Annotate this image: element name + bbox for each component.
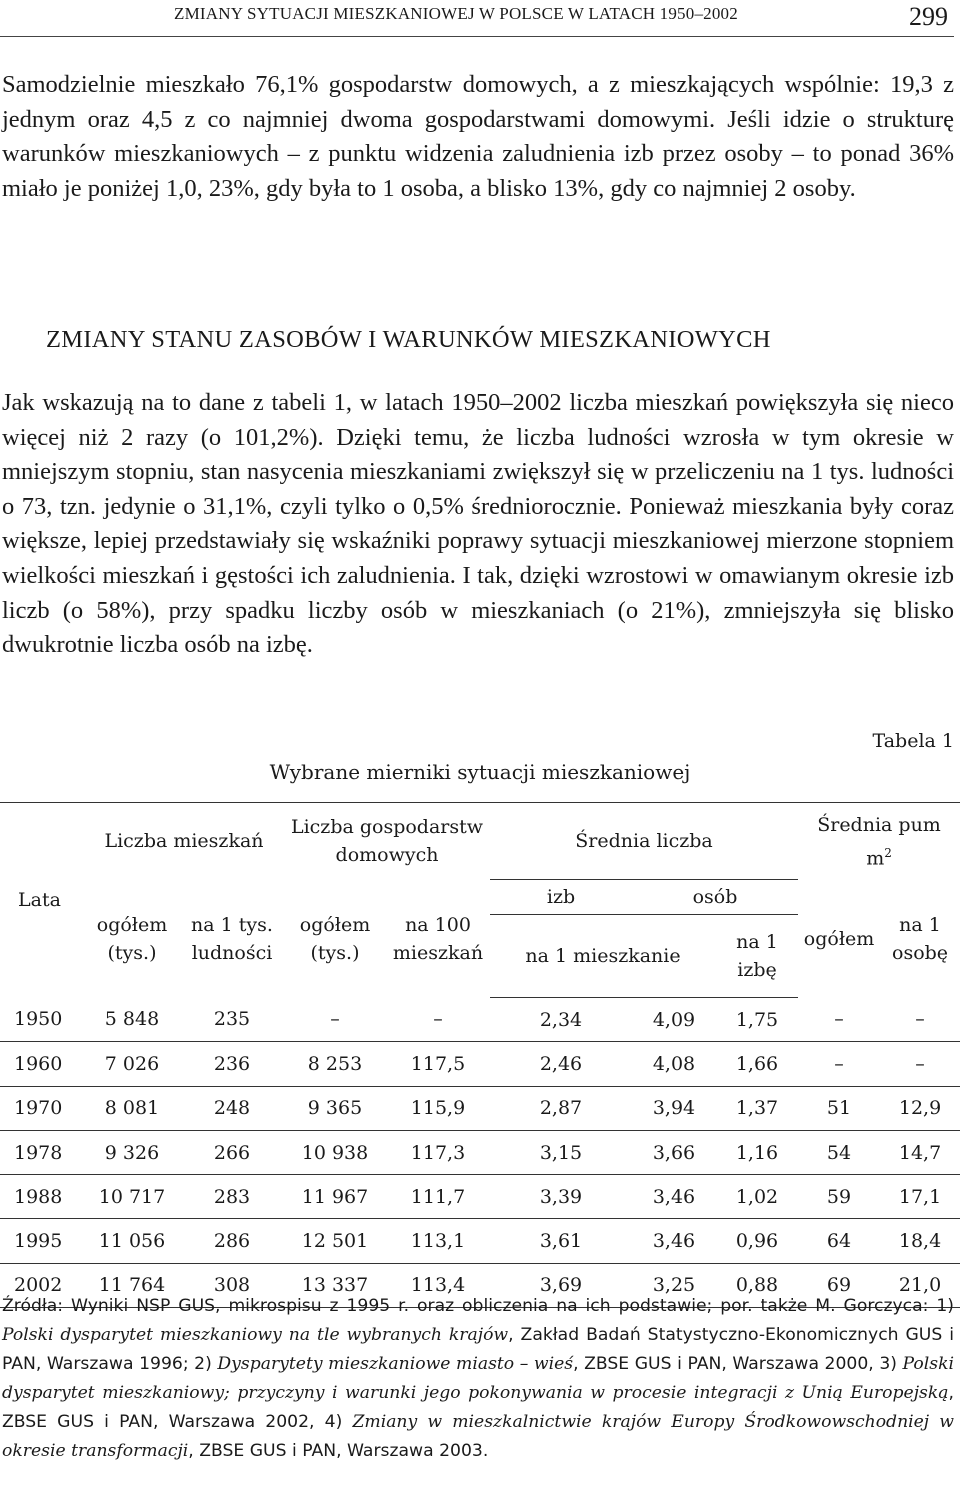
table-row (0, 1219, 960, 1263)
table-row (0, 998, 960, 1042)
cell: – (798, 998, 880, 1042)
cell: 3,66 (632, 1130, 716, 1174)
page-number: 299 (909, 2, 948, 31)
table-row (0, 1042, 960, 1086)
cell-year: 1978 (0, 1130, 84, 1174)
cell: 8 253 (284, 1042, 386, 1086)
running-header (0, 0, 954, 37)
cell-year: 1988 (0, 1175, 84, 1219)
table-container (0, 802, 960, 1308)
cell: 69 (798, 1263, 880, 1307)
cell: 8 081 (84, 1086, 180, 1130)
cell: 266 (180, 1130, 284, 1174)
table-header (0, 803, 960, 998)
cell-year: 2002 (0, 1263, 84, 1307)
col-head-osob: osób (632, 880, 798, 915)
cell: 3,69 (490, 1263, 632, 1307)
cell: 1,66 (716, 1042, 798, 1086)
table-body (0, 998, 960, 1308)
cell: 9 365 (284, 1086, 386, 1130)
cell: – (284, 998, 386, 1042)
cell: 10 938 (284, 1130, 386, 1174)
cell: 21,0 (880, 1263, 960, 1307)
col-head-na-1-mieszkanie: na 1 mieszkanie (490, 915, 716, 998)
col-head-srednia-pum (798, 803, 960, 880)
col-head-ogolem-tys: ogółem (tys.) (96, 913, 168, 964)
col-head-ogolem-tys-2: ogółem (tys.) (299, 913, 371, 964)
running-title: ZMIANY SYTUACJI MIESZKANIOWEJ W POLSCE W LATACH 1950–2002 (174, 4, 738, 23)
section-heading: ZMIANY STANU ZASOBÓW I WARUNKÓW MIESZKANIOWYCH (46, 326, 771, 353)
srednia-pum-unit: m (866, 846, 885, 869)
col-head-izb: izb (490, 880, 632, 915)
cell: 4,09 (632, 998, 716, 1042)
col-head-liczba-gospodarstw: Liczba gospodarstw domowych (284, 803, 490, 880)
cell-year: 1970 (0, 1086, 84, 1130)
col-head-lata: Lata (0, 803, 84, 998)
cell: 1,37 (716, 1086, 798, 1130)
cell: 3,46 (632, 1219, 716, 1263)
cell: 11 967 (284, 1175, 386, 1219)
cell: 12 501 (284, 1219, 386, 1263)
cell: 7 026 (84, 1042, 180, 1086)
cell: 2,87 (490, 1086, 632, 1130)
source-title: Polski dysparytet mieszkaniowy na tle wybranych krajów (2, 1325, 509, 1345)
srednia-pum-label: Średnia pum (817, 813, 941, 836)
cell: 1,75 (716, 998, 798, 1042)
cell: 13 337 (284, 1263, 386, 1307)
source-title: Dysparytety mieszkaniowe miasto – wieś (217, 1354, 574, 1374)
cell: 18,4 (880, 1219, 960, 1263)
table-row (0, 1175, 960, 1219)
cell: 14,7 (880, 1130, 960, 1174)
source-text: Źródła: Wyniki NSP GUS, mikrospisu z 1995 r. oraz obliczenia na ich podstawie; por. także M. Gorczyca: 1) (2, 1296, 954, 1316)
cell: 9 326 (84, 1130, 180, 1174)
col-head-na-100: na 100 mieszkań (392, 913, 484, 964)
cell: 5 848 (84, 998, 180, 1042)
cell: 117,3 (386, 1130, 490, 1174)
cell: 59 (798, 1175, 880, 1219)
source-text: , ZBSE GUS i PAN, Warszawa 2002, 4) (2, 1383, 954, 1432)
cell: 236 (180, 1042, 284, 1086)
cell: – (880, 998, 960, 1042)
cell: 11 056 (84, 1219, 180, 1263)
cell: 111,7 (386, 1175, 490, 1219)
cell: 0,96 (716, 1219, 798, 1263)
table-label: Tabela 1 (872, 730, 954, 752)
source-title: Zmiany w mieszkalnictwie krajów Europy Środkowowschodniej w okresie transformacji (2, 1412, 954, 1461)
cell: – (798, 1042, 880, 1086)
paragraph-main: Jak wskazują na to dane z tabeli 1, w latach 1950–2002 liczba mieszkań powiększyła się nieco więcej niż 2 razy (o 101,2%). Dzięki temu, że liczba ludności wzrosła w tym okresie w mniejszym stopniu, stan nasycenia mieszkaniami zwiększył się w przeliczeniu na 1 tys. ludności o 73, tzn. jedynie o 31,1%, czyli tylko o 0,5% średniorocznie. Ponieważ mieszkania były coraz większe, lepiej przedstawiały się wskaźniki poprawy sytuacji mieszkaniowej mierzone stopniem wielkości mieszkań i gęstości ich zaludnienia. I tak, dzięki wzrostowi w omawianym okresie izb liczb (o 58%), przy spadku liczby osób w mieszkaniach (o 21%), zmniejszyła się blisko dwukrotnie liczba osób na izbę. (2, 389, 954, 659)
table-title: Wybrane mierniki sytuacji mieszkaniowej (269, 760, 691, 784)
cell: 3,94 (632, 1086, 716, 1130)
source-text: , ZBSE GUS i PAN, Warszawa 2000, 3) (573, 1354, 903, 1374)
cell: 54 (798, 1130, 880, 1174)
cell: 1,16 (716, 1130, 798, 1174)
col-head-na-1-izbe: na 1 izbę (716, 915, 798, 998)
cell: 0,88 (716, 1263, 798, 1307)
cell: 3,46 (632, 1175, 716, 1219)
cell: 115,9 (386, 1086, 490, 1130)
cell: 17,1 (880, 1175, 960, 1219)
cell: 1,02 (716, 1175, 798, 1219)
cell: – (386, 998, 490, 1042)
cell: 286 (180, 1219, 284, 1263)
srednia-pum-sup: 2 (884, 845, 892, 860)
cell: 11 764 (84, 1263, 180, 1307)
cell: 4,08 (632, 1042, 716, 1086)
cell: 113,1 (386, 1219, 490, 1263)
source-text: , Zakład Badań Statystyczno-Ekonomicznych GUS i PAN, Warszawa 1996; 2) (2, 1325, 955, 1374)
cell: 308 (180, 1263, 284, 1307)
table-source-note (2, 1292, 954, 1466)
col-head-liczba-mieszkan: Liczba mieszkań (84, 803, 284, 880)
cell: 235 (180, 998, 284, 1042)
cell: 10 717 (84, 1175, 180, 1219)
cell: 3,39 (490, 1175, 632, 1219)
cell: 248 (180, 1086, 284, 1130)
col-head-na-1-tys: na 1 tys. ludności (191, 913, 273, 964)
col-head-srednia-liczba: Średnia liczba (490, 803, 798, 880)
table-row (0, 1086, 960, 1130)
cell-year: 1950 (0, 998, 84, 1042)
cell: 117,5 (386, 1042, 490, 1086)
cell: 2,46 (490, 1042, 632, 1086)
cell: 283 (180, 1175, 284, 1219)
source-title: Polski dysparytet mieszkaniowy; przyczyny i warunki jego pokonywania w procesie integracji z Unią Europejską (2, 1354, 954, 1403)
source-text: , ZBSE GUS i PAN, Warszawa 2003. (188, 1441, 489, 1461)
cell: 51 (798, 1086, 880, 1130)
cell: 2,34 (490, 998, 632, 1042)
paragraph-intro: Samodzielnie mieszkało 76,1% gospodarstw domowych, a z mieszkających wspólnie: 19,3 z jednym oraz 4,5 z co najmniej dwoma gospodarstwami domowymi. Jeśli idzie o strukturę warunków mieszkaniowych – z punktu widzenia zaludnienia izb przez osoby – to ponad 36% miało je poniżej 1,0, 23%, gdy była to 1 osoba, a blisko 13%, gdy co najmniej 2 osoby. (2, 71, 954, 202)
table-row (0, 1130, 960, 1174)
cell: 113,4 (386, 1263, 490, 1307)
housing-table (0, 802, 960, 1308)
col-head-ogolem: ogółem (803, 927, 875, 950)
cell: 64 (798, 1219, 880, 1263)
col-head-na-1-osobe: na 1 osobę (892, 913, 949, 964)
cell: 3,61 (490, 1219, 632, 1263)
cell: 3,15 (490, 1130, 632, 1174)
cell-year: 1960 (0, 1042, 84, 1086)
cell: – (880, 1042, 960, 1086)
cell-year: 1995 (0, 1219, 84, 1263)
cell: 3,25 (632, 1263, 716, 1307)
cell: 12,9 (880, 1086, 960, 1130)
